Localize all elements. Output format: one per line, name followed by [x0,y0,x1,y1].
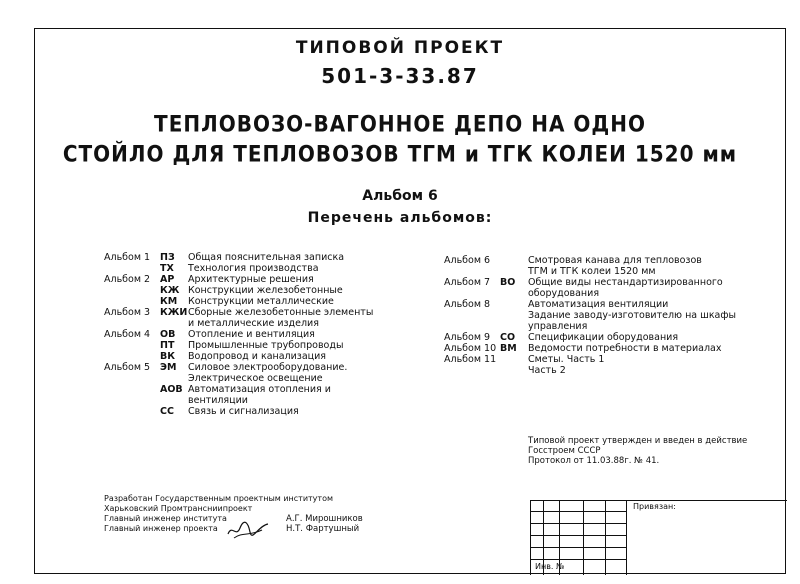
albums-list-title: Перечень альбомов: [307,210,493,226]
album-label: Альбом 1 [104,252,151,263]
left-list-row [104,263,373,274]
album-description: Отопление и вентиляция [188,329,315,340]
album-code: КЖИ [160,307,188,318]
album-label: Альбом 10 [444,343,497,354]
left-list-row [104,274,373,285]
left-list-row [104,329,373,340]
album-code: ВО [500,277,516,288]
right-list-row [444,266,736,277]
album-code: ОВ [160,329,176,340]
album-description: Автоматизация вентиляции [528,299,669,310]
album-label: Альбом 5 [104,362,151,373]
developer-line-3: Главный инженер института [104,514,227,523]
chief-engineer-institute-name: А.Г. Мирошников [286,514,363,524]
approval-line-2: Госстроем СССР [528,446,601,456]
album-description: Силовое электрооборудование. [188,362,348,373]
album-label: Альбом 9 [444,332,491,343]
title-line-1: ТЕПЛОВОЗО-ВАГОННОЕ ДЕПО НА ОДНО [154,110,646,138]
album-label: Альбом 8 [444,299,491,310]
chief-engineer-project-name: Н.Т. Фартушный [286,524,360,534]
album-code: АОВ [160,384,183,395]
left-list-row [104,351,373,362]
left-list-row [104,395,373,406]
album-code: КМ [160,296,178,307]
album-description: Смотровая канава для тепловозов [528,255,702,266]
album-label: Альбом 3 [104,307,151,318]
album-code: КЖ [160,285,180,296]
album-label: Альбом 2 [104,274,151,285]
developer-line-4: Главный инженер проекта [104,524,218,533]
album-description: Часть 2 [528,365,566,376]
album-description: Водопровод и канализация [188,351,327,362]
project-type: ТИПОВОЙ ПРОЕКТ [295,38,505,58]
album-code: ВМ [500,343,517,354]
album-number: Альбом 6 [362,188,438,204]
album-code: ТХ [160,263,174,274]
album-description: вентиляции [188,395,248,406]
left-list-row [104,340,373,351]
album-description: Электрическое освещение [188,373,323,384]
left-list-row [104,384,373,395]
project-code: 501-3-33.87 [321,64,479,88]
album-code: СО [500,332,516,343]
album-description: Технология производства [188,263,319,274]
album-description: Связь и сигнализация [188,406,299,417]
album-code: ПЗ [160,252,175,263]
left-list-row [104,296,373,307]
album-label: Альбом 11 [444,354,497,365]
album-description: Ведомости потребности в материалах [528,343,722,354]
album-code: ЭМ [160,362,177,373]
left-list-row [104,307,373,318]
album-description: Общие виды нестандартизированного [528,277,723,288]
left-list-row [104,373,373,384]
left-list-row [104,406,373,417]
album-code: ВК [160,351,176,362]
album-description: Конструкции металлические [188,296,334,307]
left-list-row [104,318,373,329]
album-description: Сборные железобетонные элементы [188,307,374,318]
approval-line-1: Типовой проект утвержден и введен в действие [528,436,748,446]
album-label: Альбом 6 [444,255,491,266]
album-description: оборудования [528,288,600,299]
album-description: и металлические изделия [188,318,319,329]
stamp-inv-label: Инв. № [535,562,565,571]
album-label: Альбом 4 [104,329,151,340]
left-list-row [104,362,373,373]
right-albums-list [444,255,736,376]
title-line-2: СТОЙЛО ДЛЯ ТЕПЛОВОЗОВ ТГМ и ТГК КОЛЕИ 1520 мм [62,140,738,168]
album-description: Конструкции железобетонные [188,285,343,296]
album-label: Альбом 7 [444,277,491,288]
album-code: СС [160,406,174,417]
approval-line-3: Протокол от 11.03.88г. № 41. [528,456,660,466]
stamp-label: Привязан: [633,502,676,511]
right-list-row [444,332,736,343]
album-description: Автоматизация отопления и [188,384,331,395]
right-list-row [444,277,736,288]
album-description: управления [528,321,588,332]
album-description: Задание заводу-изготовителю на шкафы [528,310,736,321]
developer-line-1: Разработан Государственным проектным институтом [104,494,334,503]
album-description: Промышленные трубопроводы [188,340,344,351]
title-stamp [530,500,787,575]
left-albums-list [104,252,373,417]
left-list-row [104,285,373,296]
approval-note [528,436,747,466]
right-list-row [444,321,736,332]
developer-names [286,514,363,534]
left-list-row [104,252,373,263]
signature-image [226,518,270,540]
right-list-row [444,299,736,310]
right-list-row [444,288,736,299]
right-list-row [444,310,736,321]
album-code: АР [160,274,175,285]
album-description: Сметы. Часть 1 [528,354,605,365]
album-code: ПТ [160,340,175,351]
album-description: Архитектурные решения [188,274,314,285]
album-description: Общая пояснительная записка [188,252,345,263]
album-description: Спецификации оборудования [528,332,679,343]
album-description: ТГМ и ТГК колеи 1520 мм [528,266,656,277]
right-list-row [444,354,736,365]
right-list-row [444,255,736,266]
right-list-row [444,343,736,354]
right-list-row [444,365,736,376]
developer-line-2: Харьковский Промтрансниипроект [104,504,253,513]
